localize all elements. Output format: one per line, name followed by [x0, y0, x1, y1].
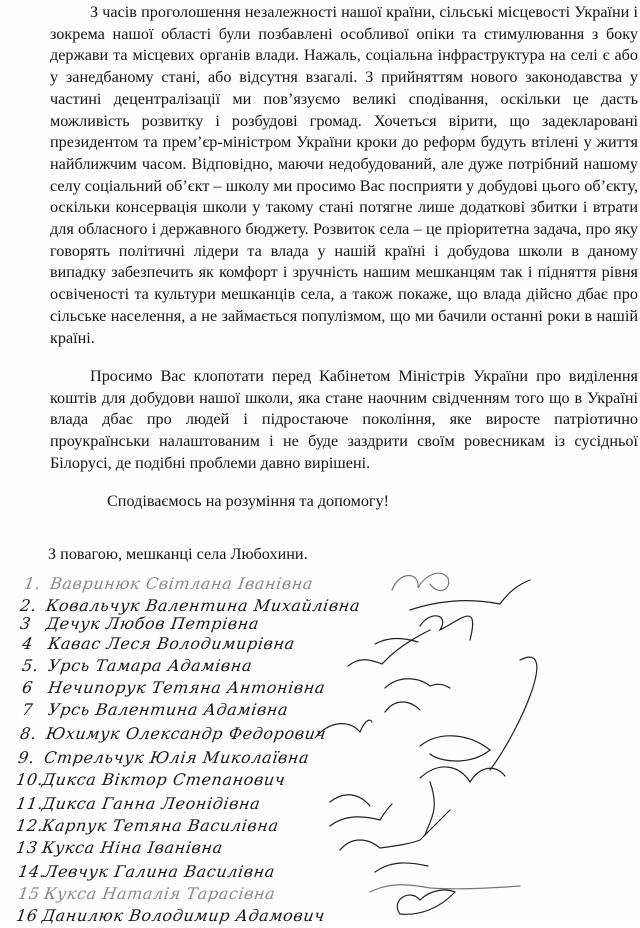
letter-paragraph-2: Просимо Вас клопотати перед Кабінетом Міністрів України про виділення коштів для добудови нашої школи, яка стане наочним свідченням того що в Україні влада дбає про людей і підростаюче покоління, яке виросте патріотично проукраїнськи налаштованим і не буде заздрити своїм ровесникам із сусідньої Білорусі, де подібні проблеми давно вирішені.: [50, 367, 638, 472]
signature-scribble-14: [375, 863, 428, 872]
signatory-name: Карпук Тетяна Василівна: [40, 816, 281, 835]
signatory-name: Кавас Леся Володимирівна: [46, 634, 297, 653]
signature-scribble-6: [385, 679, 450, 688]
regards-line: З повагою, мешканці села Любохини.: [48, 545, 308, 563]
signature-number: 16: [14, 906, 40, 925]
signature-scribble-5: [348, 630, 430, 666]
signature-number: 13: [14, 838, 40, 857]
signature-row: [22, 574, 314, 596]
signature-row: [20, 700, 289, 722]
signature-row: [16, 748, 310, 770]
signature-number: 6: [20, 678, 35, 697]
signature-row: [20, 678, 326, 700]
signature-scribble-11: [330, 782, 434, 835]
signature-row: [20, 656, 253, 678]
signature-number: 15: [16, 884, 42, 903]
signature-list: [0, 570, 640, 925]
signature-number: 7: [20, 700, 35, 719]
signatory-name: Стрельчук Юлія Миколаївна: [42, 748, 311, 767]
signature-row: [14, 838, 224, 860]
signature-scribble-1: [392, 573, 449, 590]
signatory-name: Кукса Наталія Тарасівна: [42, 884, 277, 903]
signature-row: [18, 724, 327, 746]
closing-wish: Сподіваємось на розуміння та допомогу!: [107, 492, 390, 510]
signature-scribble-15: [370, 885, 520, 892]
signatory-name: Урсь Тамара Адамівна: [46, 656, 254, 675]
signature-number: 12.: [14, 816, 45, 835]
signatory-name: Данилюк Володимир Адамович: [40, 906, 327, 925]
signature-number: 10.: [14, 770, 45, 789]
signature-number: 3: [18, 614, 33, 633]
signature-scribble-3: [420, 616, 473, 640]
signatory-name: Нечипорук Тетяна Антонівна: [46, 678, 327, 697]
signature-row: [14, 906, 326, 928]
signature-row: [14, 794, 261, 816]
signatory-name: Дикса Ганна Леонідівна: [40, 794, 262, 813]
signature-scribble-13: [340, 810, 450, 850]
signatory-name: Дикса Віктор Степанович: [40, 770, 287, 789]
signature-scribble-9: [420, 736, 490, 761]
signatory-name: Ковальчук Валентина Михайлівна: [44, 596, 362, 615]
signature-number: 9.: [16, 748, 37, 767]
signatory-name: Вавринюк Світлана Іванівна: [48, 574, 315, 593]
signatory-name: Урсь Валентина Адамівна: [46, 700, 290, 719]
signature-number: 8.: [18, 724, 39, 743]
signature-row: [16, 884, 276, 906]
signature-scribble-7: [385, 657, 537, 770]
letter-paragraph-1: З часів проголошення незалежності нашої країни, сільські місцевості України і зокрема нашої області були позбавлені особливої опіки та стимулювання з боку держави та місцевих органів влади. Нажаль, соціальна інфраструктура на селі є або у занедбаному стані, або відсутня взагалі. З прийняттям нового законодавства у частині децентралізації ми пов’язуємо великі сподівання, оскільки це дасть можливість розвитку і розбудові громад. Хочеться вірити, що задекларовані президентом та прем’єр-міністром України кроки до реформ будуть втілені у життя найближчим часом. Відповідно, маючи недобудований, але дуже потрібний нашому селу соціальний об’єкт – школу ми просимо Вас посприяти у добудові цього об’єкту, оскільки консервація школи у такому стані потягне лише додаткові збитки і втрати для обласного і державного бюджету. Розвиток села – це пріоритетна задача, про яку говорять політичні лідери та влада у нашій країні і добудова школи в даному випадку забезпечить як комфорт і зручність нашим мешканцям так і підняття рівня освіченості та культури мешканців села, а також покаже, що влада дійсно дбає про сільське населення, а не займається популізмом, що ми бачили останні роки в нашій країні.: [50, 3, 638, 347]
signatory-name: Левчук Галина Василівна: [42, 862, 277, 881]
signature-row: [20, 634, 296, 656]
signature-number: 5.: [20, 656, 41, 675]
signature-row: [16, 862, 276, 884]
signature-scribble-12: [330, 804, 392, 826]
signature-number: 2.: [18, 596, 39, 615]
signature-scribble-2: [410, 580, 530, 610]
signature-number: 14.: [16, 862, 47, 881]
signatory-name: Кукса Ніна Іванівна: [40, 838, 225, 857]
signature-scribble-4: [375, 639, 418, 645]
signatory-name: Юхимук Олександр Федорович: [44, 724, 328, 743]
signature-number: 4: [20, 634, 35, 653]
signature-number: 11.: [14, 794, 45, 813]
signature-scribble-16: [397, 890, 455, 914]
signature-row: [14, 770, 286, 792]
signature-number: 1.: [22, 574, 43, 593]
signature-scribble-10: [420, 767, 505, 782]
signature-row: [14, 816, 280, 838]
signatory-name: Дечук Любов Петрівна: [44, 614, 261, 633]
signature-row: [18, 614, 260, 636]
